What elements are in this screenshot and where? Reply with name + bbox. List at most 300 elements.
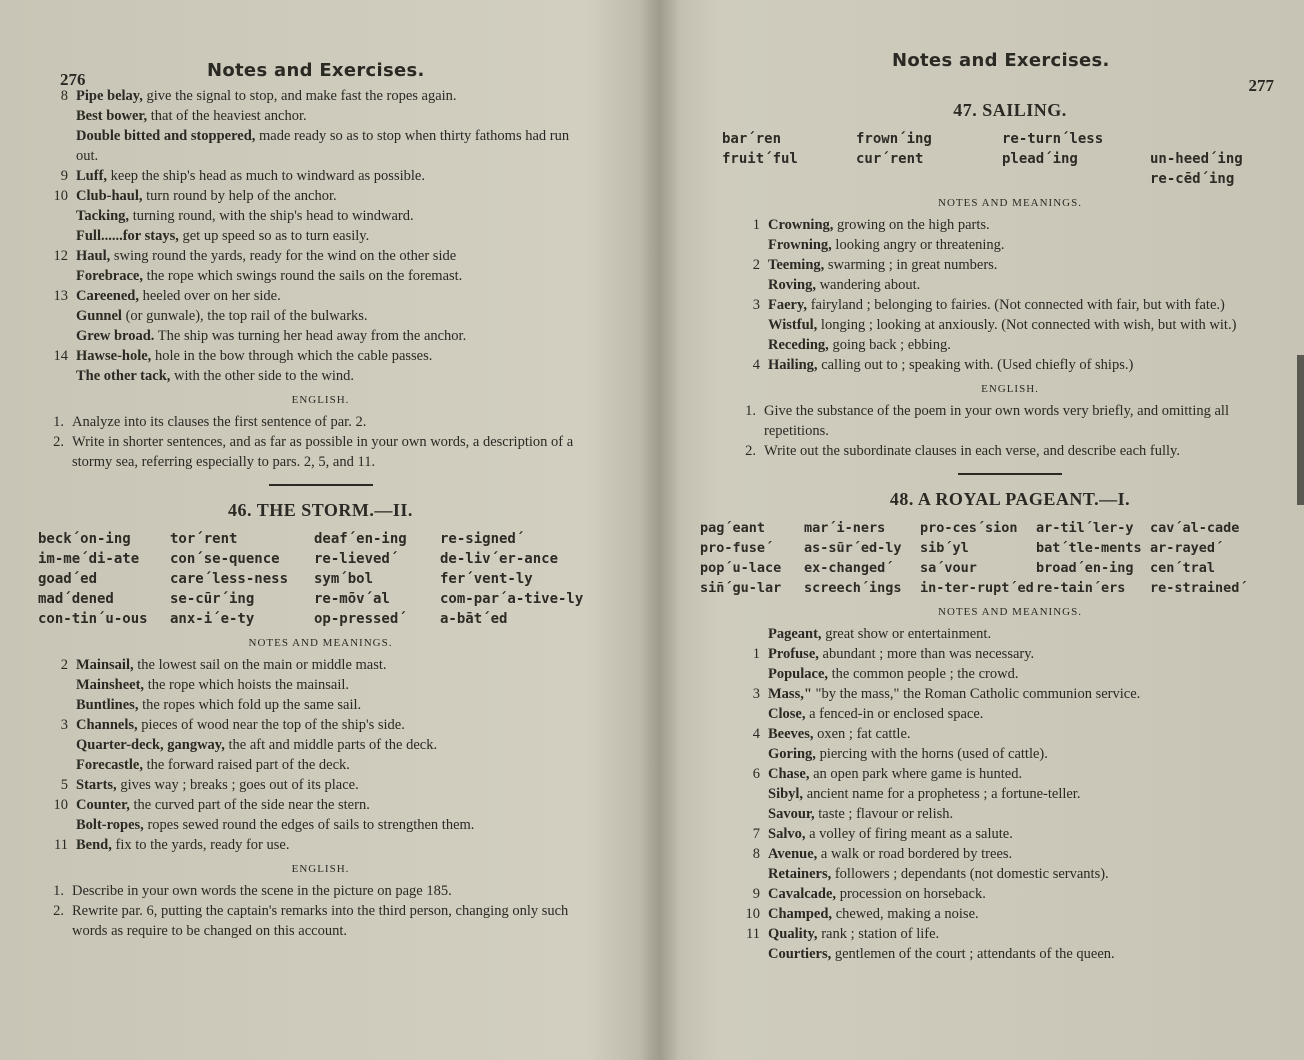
note-item [48,246,593,266]
note-definition: chewed, making a noise. [832,906,979,922]
note-definition: heeled over on her side. [138,288,281,304]
note-term: Channels, [76,717,138,733]
note-definition: going back ; ebbing. [828,337,951,353]
note-definition: the rope which hoists the mainsail. [144,677,350,693]
notes-list-48 [740,624,1280,964]
vocab-word: com-par´a-tive-ly [440,591,584,607]
note-definition: piercing with the horns (used of cattle). [815,746,1048,762]
note-number: 14 [53,348,68,364]
note-item [740,884,1280,904]
note-number: 7 [752,826,760,842]
note-text [76,675,593,695]
top-notes-list [48,86,593,386]
note-text [768,684,1280,704]
note-definition: the lowest sail on the main or middle mast. [133,657,387,673]
note-term: Savour, [768,806,815,822]
note-item [740,704,1280,724]
note-term: Quality, [768,926,818,942]
note-definition: the curved part of the side near the stern. [129,797,370,813]
note-term: Champed, [768,906,833,922]
note-definition: oxen ; fat cattle. [813,726,911,742]
vocab-word: re-turn´less [1002,131,1104,147]
note-term: Avenue, [768,846,818,862]
note-number: 9 [752,886,760,902]
exercise-item [48,881,593,901]
vocab-word: cur´rent [856,151,924,167]
note-text [76,326,593,346]
vocab-word [1002,169,1150,189]
note-number: 5 [60,777,68,793]
note-term: Careened, [76,288,139,304]
note-term: Wistful, [768,317,818,333]
vocab-word: re-lieved´ [314,551,399,567]
vocab-word: con-tin´u-ous [38,611,148,627]
note-definition: fairyland ; belonging to fairies. (Not connected with fair, but with fate.) [807,297,1225,313]
note-item [740,624,1280,644]
vocab-word: as-sūr´ed-ly [804,540,902,556]
note-item [740,255,1280,275]
section-title-47: 47. SAILING. [953,100,1067,120]
notes-list-47 [740,215,1280,375]
note-text [76,246,593,266]
note-item [48,226,593,246]
note-term: Cavalcade, [768,886,837,902]
note-text [76,106,593,126]
note-item [48,715,593,735]
note-text [768,335,1280,355]
note-item [48,795,593,815]
note-term: Crowning, [768,217,834,233]
exercises-list-2 [48,881,593,941]
note-definition: made ready so as to stop when thirty fathoms had run out. [76,128,570,164]
note-definition: wandering about. [815,277,921,293]
vocab-word: cen´tral [1150,560,1216,576]
vocab-word: fer´vent-ly [440,571,533,587]
note-item [48,166,593,186]
note-definition: a walk or road bordered by trees. [817,846,1013,862]
note-text [768,235,1280,255]
note-item [740,684,1280,704]
note-text [76,775,593,795]
note-definition: taste ; flavour or relish. [814,806,954,822]
note-definition: (or gunwale), the top rail of the bulwarks. [121,308,368,324]
note-item [48,655,593,675]
vocab-word: op-pressed´ [314,611,407,627]
note-term: Roving, [768,277,816,293]
page-edge-tab [1297,355,1304,505]
note-term: Double bitted and stoppered, [76,128,256,144]
vocab-word: mad´dened [38,591,114,607]
right-running-head: Notes and Exercises. [892,50,1110,71]
note-text [768,255,1280,275]
note-item [48,186,593,206]
note-number: 2 [60,657,68,673]
note-text [768,784,1280,804]
note-term: Quarter-deck, gangway, [76,737,225,753]
vocab-word: un-heed´ing [1150,151,1243,167]
vocab-word: re-tain´ers [1036,580,1126,596]
exercise-text: Analyze into its clauses the first sentence of par. 2. [72,414,367,430]
note-definition: the common people ; the crowd. [828,666,1019,682]
vocab-word: con´se-quence [170,551,280,567]
vocab-word: care´less-ness [170,571,289,587]
note-item [740,664,1280,684]
note-item [740,744,1280,764]
note-definition: a fenced-in or enclosed space. [805,706,984,722]
exercise-number: 2. [53,434,64,450]
note-term: Hawse-hole, [76,348,152,364]
vocab-word: pop´u-lace [700,560,782,576]
note-definition: longing ; looking at anxiously. (Not connected with wish, but with wit.) [817,317,1237,333]
note-definition: the ropes which fold up the same sail. [138,697,362,713]
right-page-number: 277 [1248,76,1274,95]
note-item [740,215,1280,235]
note-text [76,266,593,286]
notes-label-46: NOTES AND MEANINGS. [248,637,393,649]
english-label-1: ENGLISH. [291,394,350,406]
note-term: Goring, [768,746,816,762]
section-title-46: 46. THE STORM.—II. [228,500,413,520]
exercise-text: Write in shorter sentences, and as far as possible in your own words, a description of a stormy sea, referring especially to pars. 2, 5, and 11. [72,434,574,470]
note-text [768,904,1280,924]
note-item [48,695,593,715]
note-text [768,644,1280,664]
vocab-word: tor´rent [170,531,238,547]
note-text [76,795,593,815]
left-running-head: Notes and Exercises. [207,60,425,81]
note-text [768,704,1280,724]
note-text [76,186,593,206]
exercise-item [48,432,593,472]
note-term: Courtiers, [768,946,832,962]
note-text [76,226,593,246]
note-number: 13 [53,288,68,304]
note-term: Forebrace, [76,268,143,284]
note-term: Teeming, [768,257,825,273]
note-term: Receding, [768,337,829,353]
note-number: 3 [752,686,760,702]
note-item [740,335,1280,355]
vocab-word: broad´en-ing [1036,560,1134,576]
note-term: Pageant, [768,626,822,642]
vocab-word: im-me´di-ate [38,551,140,567]
vocab-word: ar-til´ler-y [1036,520,1134,536]
note-item [740,784,1280,804]
note-item [48,206,593,226]
note-number: 12 [53,248,68,264]
note-item [740,315,1280,335]
note-text [76,126,593,166]
note-text [76,166,593,186]
note-definition: an open park where game is hunted. [809,766,1023,782]
note-number: 8 [752,846,760,862]
note-definition: the forward raised part of the deck. [142,757,350,773]
note-term: Full......for stays, [76,228,179,244]
note-text [76,286,593,306]
note-text [768,664,1280,684]
note-number: 4 [752,726,760,742]
note-item [740,764,1280,784]
note-term: Close, [768,706,806,722]
note-definition: turning round, with the ship's head to windward. [129,208,414,224]
note-definition: ropes sewed round the edges of sails to strengthen them. [143,817,475,833]
note-number: 10 [53,188,68,204]
note-item [740,824,1280,844]
note-term: Bolt-ropes, [76,817,144,833]
note-definition: hole in the bow through which the cable passes. [151,348,433,364]
vocab-word [1150,129,1270,149]
english-label-2: ENGLISH. [291,863,350,875]
note-text [76,735,593,755]
vocab-word: deaf´en-ing [314,531,407,547]
note-item [48,86,593,106]
exercise-text: Write out the subordinate clauses in each verse, and describe each fully. [764,443,1180,459]
vocab-word: cav´al-cade [1150,520,1240,536]
note-definition: rank ; station of life. [817,926,940,942]
vocabulary-grid-46 [38,529,593,629]
vocab-word [856,169,1002,189]
note-definition: give the signal to stop, and make fast the ropes again. [142,88,457,104]
note-term: Pipe belay, [76,88,143,104]
exercise-item [740,441,1280,461]
note-definition: the rope which swings round the sails on the foremast. [142,268,463,284]
note-number: 1 [752,217,760,233]
vocab-word: re-mōv´al [314,591,390,607]
note-definition: pieces of wood near the top of the ship's side. [137,717,405,733]
note-definition: with the other side to the wind. [170,368,355,384]
note-item [740,235,1280,255]
exercises-list-47 [740,401,1280,461]
note-definition: growing on the high parts. [833,217,990,233]
vocab-word: ex-changed´ [804,560,894,576]
exercise-item [740,401,1280,441]
note-text [768,884,1280,904]
vocab-word: anx-i´e-ty [170,611,255,627]
note-term: Gunnel [76,308,122,324]
note-item [48,366,593,386]
vocab-word: goad´ed [38,571,98,587]
vocab-word: screech´ings [804,580,902,596]
note-term: Best bower, [76,108,148,124]
note-text [768,724,1280,744]
note-term: Buntlines, [76,697,139,713]
note-item [48,326,593,346]
note-definition: get up speed so as to turn easily. [178,228,370,244]
note-definition: gives way ; breaks ; goes out of its place. [116,777,359,793]
note-text [76,306,593,326]
note-text [768,824,1280,844]
note-text [768,295,1280,315]
note-text [76,655,593,675]
note-item [48,286,593,306]
note-item [740,804,1280,824]
note-item [740,844,1280,864]
note-number: 8 [60,88,68,104]
note-term: Starts, [76,777,117,793]
note-text [76,835,593,855]
vocab-word: re-strained´ [1150,580,1248,596]
vocab-word: sym´bol [314,571,374,587]
note-text [768,275,1280,295]
exercise-text: Rewrite par. 6, putting the captain's remarks into the third person, changing only such words as require to be changed on this account. [72,903,569,939]
vocab-word: re-cēd´ing [1150,171,1235,187]
note-text [768,315,1280,335]
note-number: 10 [53,797,68,813]
exercise-number: 1. [53,414,64,430]
note-item [48,346,593,366]
note-text [768,864,1280,884]
note-term: Club-haul, [76,188,143,204]
vocab-word: a-bāt´ed [440,611,508,627]
vocab-word: bat´tle-ments [1036,540,1142,556]
vocab-word: pag´eant [700,520,766,536]
note-term: Bend, [76,837,112,853]
note-term: Hailing, [768,357,818,373]
note-text [76,346,593,366]
vocabulary-grid-48 [700,518,1280,598]
vocab-word: fruit´ful [722,151,798,167]
note-item [48,775,593,795]
note-text [768,624,1280,644]
note-term: Retainers, [768,866,832,882]
note-definition: fix to the yards, ready for use. [111,837,290,853]
note-text [768,844,1280,864]
note-text [768,355,1280,375]
vocab-word: bar´ren [722,131,782,147]
note-number: 3 [752,297,760,313]
note-item [740,924,1280,944]
note-text [76,815,593,835]
note-number: 9 [60,168,68,184]
exercise-number: 1. [53,883,64,899]
note-number: 4 [752,357,760,373]
note-term: Grew broad. [76,328,155,344]
note-text [76,366,593,386]
note-definition: that of the heaviest anchor. [147,108,307,124]
note-term: Beeves, [768,726,814,742]
vocab-word: se-cūr´ing [170,591,255,607]
note-definition: swing round the yards, ready for the wind on the other side [110,248,457,264]
note-text [76,86,593,106]
note-definition: keep the ship's head as much to windward as possible. [107,168,425,184]
vocab-word: beck´on-ing [38,531,131,547]
note-definition: abundant ; more than was necessary. [818,646,1035,662]
note-number: 1 [752,646,760,662]
left-page-number: 276 [60,70,86,89]
note-item [48,735,593,755]
exercise-text: Give the substance of the poem in your own words very briefly, and omitting all repetitions. [764,403,1229,439]
vocab-word: sib´yl [920,540,969,556]
note-definition: turn round by help of the anchor. [142,188,337,204]
note-number: 3 [60,717,68,733]
note-definition: The ship was turning her head away from the anchor. [154,328,467,344]
note-definition: ancient name for a prophetess ; a fortune-teller. [803,786,1081,802]
notes-label-48: NOTES AND MEANINGS. [938,606,1082,618]
note-term: Mainsheet, [76,677,145,693]
note-item [740,724,1280,744]
vocab-word: pro-fuse´ [700,540,774,556]
note-item [48,675,593,695]
exercise-number: 1. [745,403,756,419]
right-page-header [652,50,1304,95]
note-term: Salvo, [768,826,806,842]
vocab-word: pro-ces´sion [920,520,1018,536]
exercise-number: 2. [745,443,756,459]
note-item [740,864,1280,884]
vocab-word: in-ter-rupt´ed [920,580,1034,596]
vocab-word: ar-rayed´ [1150,540,1224,556]
exercise-number: 2. [53,903,64,919]
vocab-word [722,169,856,189]
note-item [740,644,1280,664]
note-definition: "by the mass," the Roman Catholic communion service. [811,686,1141,702]
exercises-list-1 [48,412,593,472]
note-item [48,755,593,775]
note-number: 11 [54,837,68,853]
section-divider-right [958,473,1062,475]
note-definition: swarming ; in great numbers. [824,257,998,273]
note-item [48,306,593,326]
note-number: 6 [752,766,760,782]
note-item [48,835,593,855]
note-term: Forecastle, [76,757,143,773]
vocab-word: frown´ing [856,131,932,147]
note-term: Chase, [768,766,810,782]
exercise-item [48,901,593,941]
note-item [740,944,1280,964]
vocab-word: de-liv´er-ance [440,551,559,567]
note-term: Luff, [76,168,108,184]
note-term: Sibyl, [768,786,804,802]
note-term: Mass," [768,686,812,702]
note-text [76,206,593,226]
note-text [76,715,593,735]
note-term: The other tack, [76,368,171,384]
note-definition: calling out to ; speaking with. (Used chiefly of ships.) [817,357,1134,373]
vocab-word: siñ´gu-lar [700,580,782,596]
note-number: 10 [745,906,760,922]
note-text [768,744,1280,764]
notes-list-46 [48,655,593,855]
note-item [740,904,1280,924]
section-title-48: 48. A ROYAL PAGEANT.—I. [889,489,1131,509]
exercise-item [48,412,593,432]
vocab-word: plead´ing [1002,151,1078,167]
note-item [48,815,593,835]
english-label-47: ENGLISH. [981,383,1039,395]
vocabulary-grid-47 [722,129,1280,189]
note-item [48,126,593,166]
note-number: 11 [746,926,760,942]
note-term: Faery, [768,297,808,313]
note-item [740,275,1280,295]
note-definition: gentlemen of the court ; attendants of the queen. [831,946,1115,962]
note-definition: looking angry or threatening. [831,237,1005,253]
note-text [768,764,1280,784]
note-text [768,804,1280,824]
vocab-word: mar´i-ners [804,520,886,536]
note-definition: procession on horseback. [836,886,986,902]
right-page [652,0,1304,1060]
note-text [768,215,1280,235]
note-item [48,266,593,286]
note-definition: great show or entertainment. [821,626,992,642]
note-definition: followers ; dependants (not domestic servants). [831,866,1109,882]
note-text [768,924,1280,944]
note-term: Haul, [76,248,111,264]
note-text [76,695,593,715]
note-item [48,106,593,126]
